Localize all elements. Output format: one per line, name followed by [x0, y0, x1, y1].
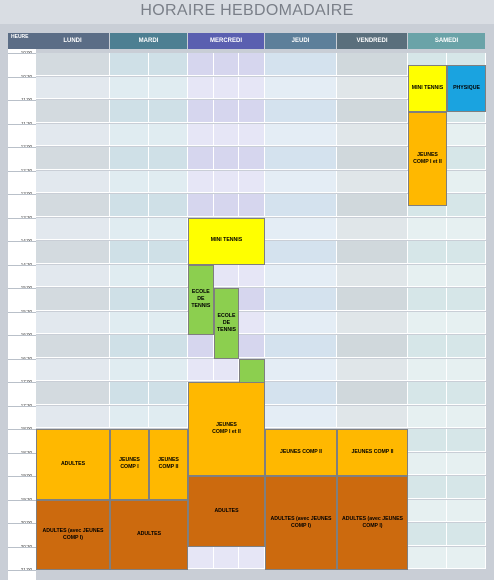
slot-cell[interactable]: [110, 77, 149, 100]
event-mar-jeunes-1[interactable]: JEUNES COMP I: [110, 429, 149, 500]
slot-cell[interactable]: [110, 53, 149, 76]
time-line: [8, 218, 36, 219]
event-mer-ecole-2[interactable]: ECOLE DE TENNIS: [214, 288, 240, 359]
slot-cell[interactable]: [214, 147, 240, 170]
time-line: [8, 500, 36, 501]
event-ven-adultes-jeunes[interactable]: ADULTES (avec JEUNES COMP I): [337, 476, 408, 570]
slot-cell[interactable]: [337, 77, 408, 100]
slot-cell[interactable]: [36, 124, 110, 147]
slot-cell[interactable]: [265, 100, 337, 123]
slot-cell[interactable]: [36, 359, 110, 382]
slot-cell[interactable]: [337, 147, 408, 170]
time-line: [8, 570, 36, 571]
slot-cell[interactable]: [149, 77, 188, 100]
time-line: [8, 453, 36, 454]
slot-cell[interactable]: [214, 171, 240, 194]
slot-cell[interactable]: [337, 53, 408, 76]
slot-cell[interactable]: [408, 453, 447, 476]
slot-cell[interactable]: [337, 288, 408, 311]
slot-cell[interactable]: [188, 77, 214, 100]
slot-cell[interactable]: [265, 77, 337, 100]
slot-cell[interactable]: [408, 359, 447, 382]
slot-cell[interactable]: [265, 218, 337, 241]
event-sam-jeunes[interactable]: JEUNES COMP I et II: [408, 112, 447, 206]
event-mer-mini-tennis[interactable]: MINI TENNIS: [188, 218, 265, 265]
time-line: [8, 288, 36, 289]
time-line: [8, 147, 36, 148]
slot-cell[interactable]: [447, 335, 486, 358]
slot-cell[interactable]: [447, 406, 486, 429]
slot-cell[interactable]: [337, 171, 408, 194]
slot-cell[interactable]: [447, 218, 486, 241]
slot-cell[interactable]: [447, 476, 486, 499]
slot-cell[interactable]: [447, 288, 486, 311]
slot-cell[interactable]: [447, 312, 486, 335]
slot-cell[interactable]: [408, 241, 447, 264]
slot-cell[interactable]: [265, 312, 337, 335]
slot-cell[interactable]: [447, 171, 486, 194]
slot-cell[interactable]: [239, 171, 265, 194]
slot-cell[interactable]: [408, 476, 447, 499]
slot-cell[interactable]: [408, 500, 447, 523]
slot-cell[interactable]: [337, 194, 408, 217]
slot-cell[interactable]: [337, 335, 408, 358]
slot-cell[interactable]: [408, 218, 447, 241]
slot-cell[interactable]: [36, 147, 110, 170]
day-header-vendredi: VENDREDI: [337, 33, 407, 49]
time-line: [8, 382, 36, 383]
time-line: [8, 171, 36, 172]
slot-cell[interactable]: [447, 382, 486, 405]
slot-cell[interactable]: [239, 147, 265, 170]
slot-cell[interactable]: [408, 288, 447, 311]
slot-cell[interactable]: [447, 523, 486, 546]
slot-cell[interactable]: [214, 547, 240, 570]
slot-cell[interactable]: [149, 335, 188, 358]
slot-cell[interactable]: [188, 335, 214, 358]
slot-cell[interactable]: [239, 124, 265, 147]
slot-cell[interactable]: [149, 288, 188, 311]
slot-cell[interactable]: [110, 124, 149, 147]
slot-cell[interactable]: [188, 53, 214, 76]
slot-cell[interactable]: [239, 288, 265, 311]
event-jeu-adultes-jeunes[interactable]: ADULTES (avec JEUNES COMP I): [265, 476, 337, 570]
slot-cell[interactable]: [36, 218, 110, 241]
slot-cell[interactable]: [110, 288, 149, 311]
event-lun-adultes-jeunes[interactable]: ADULTES (avec JEUNES COMP I): [36, 500, 110, 571]
slot-cell[interactable]: [149, 53, 188, 76]
slot-cell[interactable]: [447, 147, 486, 170]
slot-cell[interactable]: [447, 429, 486, 452]
day-header-jeudi: JEUDI: [265, 33, 336, 49]
slot-cell[interactable]: [337, 124, 408, 147]
slot-cell[interactable]: [265, 147, 337, 170]
time-line: [8, 547, 36, 548]
slot-cell[interactable]: [408, 312, 447, 335]
day-header-mardi: MARDI: [110, 33, 187, 49]
slot-cell[interactable]: [447, 241, 486, 264]
slot-cell[interactable]: [149, 100, 188, 123]
slot-cell[interactable]: [408, 523, 447, 546]
slot-cell[interactable]: [36, 335, 110, 358]
slot-cell[interactable]: [36, 171, 110, 194]
time-line: [8, 124, 36, 125]
time-line: [8, 53, 36, 54]
slot-cell[interactable]: [214, 100, 240, 123]
slot-cell[interactable]: [149, 359, 188, 382]
slot-cell[interactable]: [36, 382, 110, 405]
slot-cell[interactable]: [149, 124, 188, 147]
slot-cell[interactable]: [337, 382, 408, 405]
slot-cell[interactable]: [265, 406, 337, 429]
slot-cell[interactable]: [265, 124, 337, 147]
slot-cell[interactable]: [239, 312, 265, 335]
slot-cell[interactable]: [239, 53, 265, 76]
event-lun-adultes[interactable]: ADULTES: [36, 429, 110, 500]
event-sam-physique[interactable]: PHYSIQUE: [447, 65, 486, 112]
slot-cell[interactable]: [188, 194, 214, 217]
slot-cell[interactable]: [337, 265, 408, 288]
slot-cell[interactable]: [447, 453, 486, 476]
slot-cell[interactable]: [36, 194, 110, 217]
event-mar-jeunes-2[interactable]: JEUNES COMP II: [149, 429, 188, 500]
slot-cell[interactable]: [447, 194, 486, 217]
event-jeu-jeunes[interactable]: JEUNES COMP II: [265, 429, 337, 476]
slot-cell[interactable]: [214, 53, 240, 76]
slot-cell[interactable]: [188, 359, 214, 382]
slot-cell[interactable]: [214, 194, 240, 217]
time-line: [8, 77, 36, 78]
event-ven-jeunes[interactable]: JEUNES COMP II: [337, 429, 408, 476]
slot-cell[interactable]: [265, 359, 337, 382]
slot-cell[interactable]: [110, 406, 149, 429]
day-header-lundi: LUNDI: [36, 33, 109, 49]
slot-cell[interactable]: [149, 312, 188, 335]
slot-cell[interactable]: [265, 53, 337, 76]
slot-cell[interactable]: [265, 335, 337, 358]
slot-cell[interactable]: [36, 100, 110, 123]
slot-cell[interactable]: [265, 288, 337, 311]
slot-cell[interactable]: [110, 171, 149, 194]
slot-cell[interactable]: [149, 265, 188, 288]
slot-cell[interactable]: [36, 312, 110, 335]
slot-cell[interactable]: [265, 382, 337, 405]
slot-cell[interactable]: [36, 241, 110, 264]
slot-cell[interactable]: [214, 77, 240, 100]
slot-cell[interactable]: [149, 194, 188, 217]
day-header-samedi: SAMEDI: [408, 33, 485, 49]
slot-cell[interactable]: [110, 335, 149, 358]
slot-cell[interactable]: [447, 359, 486, 382]
slot-cell[interactable]: [408, 547, 447, 570]
time-line: [8, 194, 36, 195]
slot-cell[interactable]: [239, 194, 265, 217]
slot-cell[interactable]: [265, 265, 337, 288]
slot-cell[interactable]: [149, 382, 188, 405]
slot-cell[interactable]: [149, 147, 188, 170]
time-line: [8, 241, 36, 242]
time-line: [8, 523, 36, 524]
time-line: [8, 265, 36, 266]
slot-cell[interactable]: [447, 265, 486, 288]
slot-cell[interactable]: [110, 312, 149, 335]
slot-cell[interactable]: [337, 241, 408, 264]
slot-cell[interactable]: [265, 194, 337, 217]
slot-cell[interactable]: [36, 288, 110, 311]
slot-cell[interactable]: [239, 77, 265, 100]
slot-cell[interactable]: [110, 382, 149, 405]
time-line: [8, 476, 36, 477]
slot-cell[interactable]: [408, 429, 447, 452]
heure-header: HEURE: [8, 33, 36, 49]
slot-cell[interactable]: [36, 406, 110, 429]
slot-cell[interactable]: [110, 147, 149, 170]
slot-cell[interactable]: [149, 171, 188, 194]
slot-cell[interactable]: [337, 406, 408, 429]
slot-cell[interactable]: [239, 100, 265, 123]
slot-cell[interactable]: [36, 53, 110, 76]
slot-cell[interactable]: [447, 547, 486, 570]
time-line: [8, 359, 36, 360]
slot-cell[interactable]: [110, 265, 149, 288]
slot-cell[interactable]: [239, 265, 265, 288]
time-line: [8, 312, 36, 313]
slot-cell[interactable]: [188, 100, 214, 123]
slot-cell[interactable]: [110, 359, 149, 382]
slot-cell[interactable]: [265, 171, 337, 194]
slot-cell[interactable]: [239, 547, 265, 570]
slot-cell[interactable]: [36, 77, 110, 100]
slot-cell[interactable]: [265, 241, 337, 264]
slot-cell[interactable]: [447, 124, 486, 147]
slot-cell[interactable]: [149, 406, 188, 429]
slot-cell[interactable]: [110, 241, 149, 264]
slot-cell[interactable]: [337, 359, 408, 382]
day-header-mercredi: MERCREDI: [188, 33, 264, 49]
slot-cell[interactable]: [188, 147, 214, 170]
time-line: [8, 335, 36, 336]
time-line: [8, 429, 36, 430]
slot-cell[interactable]: [337, 218, 408, 241]
slot-cell[interactable]: [149, 218, 188, 241]
time-line: [8, 406, 36, 407]
slot-cell[interactable]: [408, 265, 447, 288]
slot-cell[interactable]: [188, 547, 214, 570]
slot-cell[interactable]: [188, 171, 214, 194]
slot-cell[interactable]: [149, 241, 188, 264]
slot-cell[interactable]: [214, 265, 240, 288]
slot-cell[interactable]: [110, 100, 149, 123]
slot-cell[interactable]: [214, 359, 240, 382]
slot-cell[interactable]: [36, 265, 110, 288]
slot-cell[interactable]: [447, 500, 486, 523]
slot-cell[interactable]: [239, 335, 265, 358]
event-mer-adultes[interactable]: ADULTES: [188, 476, 265, 547]
event-mer-ecole-1[interactable]: ECOLE DE TENNIS: [188, 265, 214, 336]
event-mer-jeunes[interactable]: JEUNES COMP I et II: [188, 382, 265, 476]
event-sam-mini-tennis[interactable]: MINI TENNIS: [408, 65, 447, 112]
slot-cell[interactable]: [337, 312, 408, 335]
slot-cell[interactable]: [214, 124, 240, 147]
slot-cell[interactable]: [408, 335, 447, 358]
slot-cell[interactable]: [408, 406, 447, 429]
page-title: HORAIRE HEBDOMADAIRE: [0, 0, 494, 24]
slot-cell[interactable]: [110, 194, 149, 217]
slot-cell[interactable]: [188, 124, 214, 147]
slot-cell[interactable]: [337, 100, 408, 123]
time-line: [8, 100, 36, 101]
event-mar-adultes[interactable]: ADULTES: [110, 500, 188, 571]
slot-cell[interactable]: [408, 382, 447, 405]
slot-cell[interactable]: [110, 218, 149, 241]
